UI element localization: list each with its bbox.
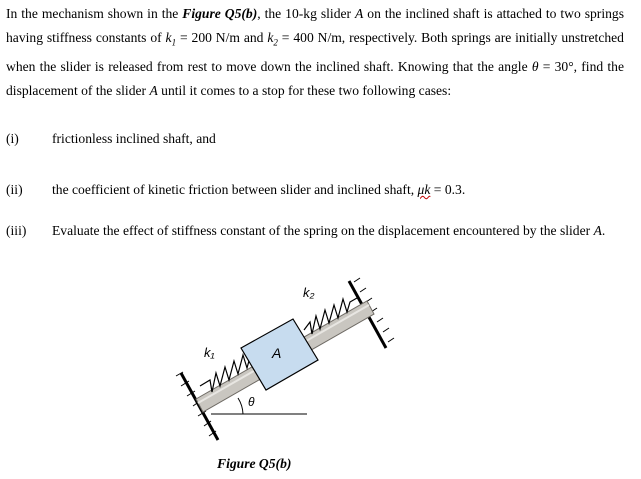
item-number: (iii) [6,223,27,238]
item-text: frictionless inclined shaft, and [52,131,216,146]
label-slider: A [272,345,282,361]
label-k1: k₁ [204,345,215,360]
angle-arc [238,398,243,414]
item-number: (ii) [6,182,23,197]
mu-symbol: μk [417,182,431,197]
item-text: the coefficient of kinetic friction between slider and inclined shaft, μk = 0.3. [52,182,466,197]
figure-reference: Figure Q5(b) [182,6,258,21]
figure-caption: Figure Q5(b) [217,456,292,471]
item-text: Evaluate the effect of stiffness constant of the spring on the displacement encountered by the slider A. [52,223,606,238]
item-number: (i) [6,131,19,146]
label-k2: k₂ [303,285,315,300]
problem-statement: In the mechanism shown in the Figure Q5(b), the 10-kg slider A on the inclined shaft is attached to two springs having stiffness constants of $k_1 = 200$ N/m and $k_2 = 400$ N/m, respectively. Both springs are initially unstretched when the slider is released from rest to move down the inclined shaft. Knowing that the angle θ = 30°, find the displacement of the slider A until it comes to a stop for these two following cases: [6,6,624,98]
label-theta: θ [248,395,255,409]
